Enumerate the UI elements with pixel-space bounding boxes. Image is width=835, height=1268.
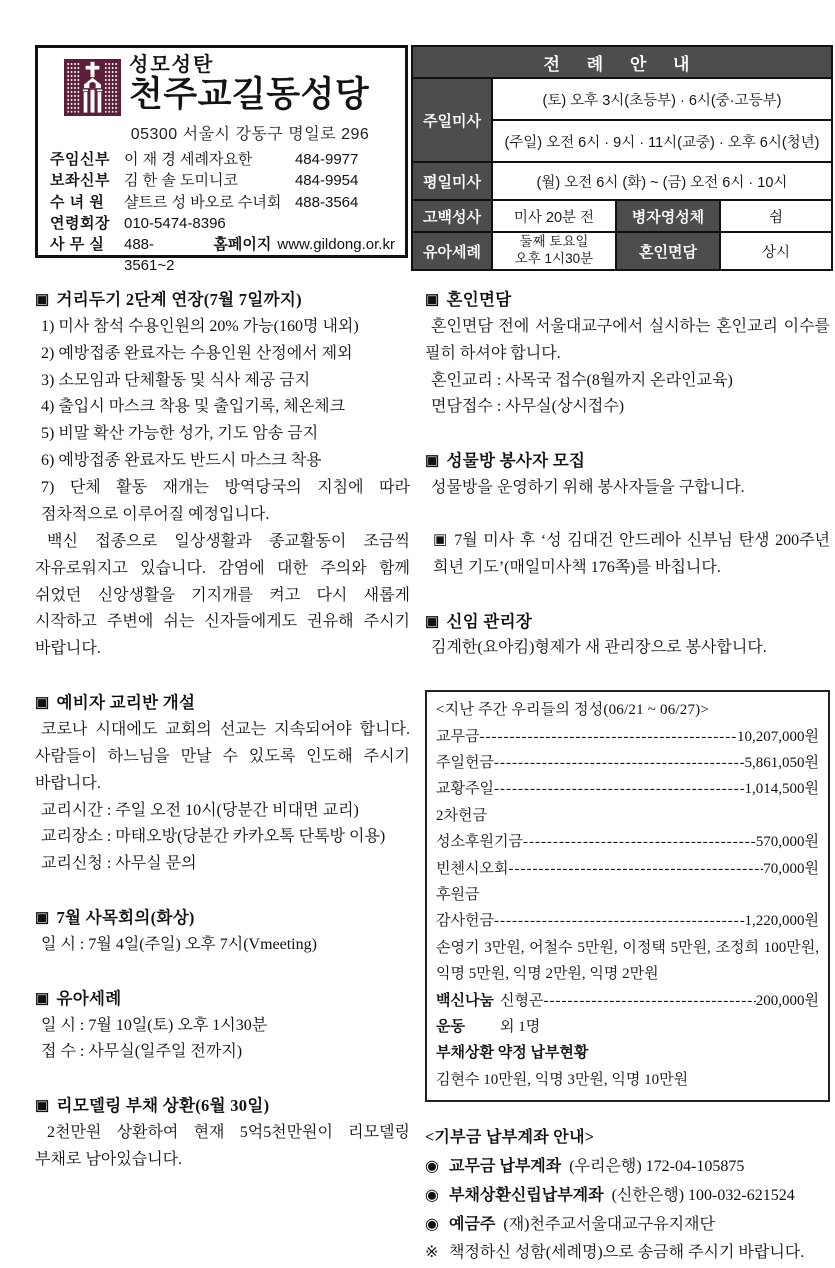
offering-label: 주일헌금 (436, 755, 494, 772)
liturgy-schedule-table (411, 45, 833, 271)
section-paragraph: 혼인면담 전에 서울대교구에서 실시하는 혼인교리 이수를 필히 하셔야 합니다. (425, 317, 830, 362)
section-july-prayer (425, 528, 830, 582)
parish-name: 천주교길동성당 (129, 75, 370, 114)
contact-row-pastor (50, 149, 395, 170)
fisheye-bullet-icon: ◉ (425, 1157, 439, 1175)
section-paragraph: 백신 접종으로 일상생활과 종교활동이 조금씩 자유로워지고 있습니다. 감염에 대한 주의와 함께 쉬었던 신앙생활을 기지개를 켜고 다시 새롭게 시작하고 주변에 쉬는 신자들에게도 권유해 주시기 바랍니다. (35, 532, 410, 658)
section-shop-volunteers (425, 447, 830, 502)
section-paragraph: 성물방을 운영하기 위해 봉사자들을 구합니다. (431, 479, 745, 496)
section-heading (425, 286, 830, 314)
offering-row (436, 724, 819, 750)
section-heading (425, 608, 830, 636)
right-column (425, 286, 830, 1268)
section-marker-icon: ▣ (35, 1098, 50, 1115)
church-cross-logo-icon (64, 58, 121, 117)
offerings-title: <지난 주간 우리들의 정성(06/21 ~ 06/27)> (436, 702, 710, 719)
vaccine-sharing-amount: 200,000원 (755, 992, 819, 1009)
parish-info-box (35, 45, 408, 275)
section-heading (35, 904, 410, 932)
list-item: 4) 출입시 마스크 착용 및 출입기록, 체온체크 (41, 398, 346, 416)
weekday-mass-label: 평일미사 (412, 162, 492, 200)
weekday-mass-times: (월) 오전 6시 (화) ~ (금) 오전 6시 · 10시 (492, 162, 832, 200)
contact-row-convent (50, 192, 395, 213)
section-heading-text: 신임 관리장 (446, 611, 533, 631)
table-row (412, 46, 832, 78)
contact-row-assistant (50, 170, 395, 191)
list-item: 1) 미사 참석 수용인원의 20% 가능(160명 내외) (41, 317, 359, 335)
section-heading-text: 예비자 교리반 개설 (56, 693, 196, 713)
section-infant-baptism (35, 985, 410, 1067)
donation-accounts (425, 1124, 830, 1268)
section-heading-text: 혼인면담 (446, 290, 512, 309)
marriage-interview-value: 상시 (720, 232, 832, 270)
list-item: 접 수 : 사무실(일주일 전까지) (41, 1043, 243, 1061)
account-label: 예금주 (449, 1215, 496, 1233)
sunday-mass-label: 주일미사 (412, 78, 492, 162)
section-heading (35, 286, 410, 314)
offering-row (436, 750, 819, 776)
dash-leader (479, 724, 737, 750)
contact-label: 사 무 실 (50, 236, 105, 254)
list-item: 3) 소모임과 단체활동 및 식사 제공 금지 (41, 371, 311, 389)
offering-row (436, 829, 819, 855)
schedule-title: 전 례 안 내 (412, 46, 832, 78)
section-marker-icon: ▣ (35, 990, 50, 1007)
offering-row (436, 908, 819, 934)
offering-label: 성소후원기금 (436, 834, 523, 851)
parish-identity (50, 54, 395, 117)
contact-value: 샬트르 성 바오로 수녀회 (124, 193, 282, 211)
offering-amount: 570,000원 (755, 834, 819, 851)
list-item: 면담접수 : 사무실(상시접수) (431, 398, 625, 416)
section-marker-icon: ▣ (425, 613, 440, 630)
list-item: 교리신청 : 사무실 문의 (41, 855, 197, 873)
account-label: 교무금 납부계좌 (449, 1157, 562, 1175)
offering-label: 교무금 (436, 728, 480, 745)
account-label: 부채상환신립납부계좌 (449, 1186, 604, 1204)
offering-label: 감사헌금 (436, 913, 494, 930)
infant-baptism-label: 유아세례 (412, 232, 492, 270)
contact-value: 488-3561~2 (124, 236, 175, 275)
account-note-row (425, 1239, 830, 1268)
offering-row (436, 776, 819, 829)
parish-subtitle: 성모성탄 (129, 54, 215, 76)
offering-amount: 1,014,500원 (744, 781, 819, 798)
vaccine-sharing-names: 신형곤 외 1명 (499, 992, 544, 1035)
dash-leader (523, 829, 756, 855)
sick-communion-label: 병자영성체 (616, 200, 720, 232)
list-item: 6) 예방접종 완료자도 반드시 마스크 착용 (41, 452, 322, 470)
dash-leader (494, 908, 745, 934)
section-new-manager (425, 608, 830, 663)
parish-address: 05300 서울시 강동구 명일로 296 (130, 126, 370, 143)
section-heading-text: 리모델링 부채 상환(6월 30일) (56, 1096, 270, 1116)
dash-leader (494, 750, 745, 776)
homepage-url: www.gildong.or.kr (277, 236, 395, 254)
contact-label: 보좌신부 (50, 172, 110, 190)
section-pastoral-meeting (35, 904, 410, 959)
fisheye-bullet-icon: ◉ (425, 1186, 439, 1204)
offering-amount: 10,207,000원 (737, 728, 819, 745)
debt-payment-donors: 김현수 10만원, 익명 3만원, 익명 10만원 (436, 1071, 689, 1088)
section-heading-text: 성물방 봉사자 모집 (446, 451, 586, 471)
saturday-mass-times: (토) 오후 3시(초등부) · 6시(중·고등부) (492, 78, 832, 120)
contact-value: 이 재 경 세례자요한 (124, 151, 253, 168)
section-distancing (35, 286, 410, 663)
section-marker-icon: ▣ (425, 292, 440, 308)
section-heading-text: 유아세례 (56, 988, 122, 1008)
section-paragraph (425, 528, 830, 582)
parish-titles (129, 54, 369, 115)
marriage-interview-label: 혼인면담 (616, 232, 720, 270)
section-marker-icon: ▣ (433, 531, 448, 548)
infant-baptism-time-line2: 오후 1시30분 (514, 251, 594, 266)
section-paragraph: 코로나 시대에도 교회의 선교는 지속되어야 합니다. 사람들이 하느님을 만날 수 있도록 인도해 주시기 바랍니다. (35, 720, 410, 792)
account-row (425, 1153, 830, 1182)
section-heading-text: 7월 사목회의(화상) (56, 908, 195, 928)
contact-row-chairman (50, 213, 395, 234)
section-marker-icon: ▣ (35, 910, 50, 927)
debt-payment-heading: 부채상환 약정 납부현황 (436, 1045, 589, 1062)
offering-label: 빈첸시오회 후원금 (436, 860, 509, 903)
contact-phone: 488-3564 (294, 193, 359, 211)
list-item: 5) 비말 확산 가능한 성가, 기도 암송 금지 (41, 425, 319, 443)
section-paragraph: 김계한(요아킴)형제가 새 관리장으로 봉사합니다. (431, 639, 767, 657)
contact-value: 김 한 솔 도미니코 (124, 172, 238, 190)
list-item: 교리시간 : 주일 오전 10시(당분간 비대면 교리) (41, 801, 359, 819)
confession-time: 미사 20분 전 (492, 200, 616, 232)
vaccine-sharing-row (436, 988, 819, 1041)
section-marker-icon: ▣ (35, 292, 50, 308)
list-item: 일 시 : 7월 4일(주일) 오후 7시(Vmeeting) (41, 935, 317, 953)
section-heading (35, 1092, 410, 1120)
table-row (412, 232, 832, 270)
fisheye-bullet-icon: ◉ (425, 1215, 439, 1233)
offering-row (436, 856, 819, 909)
account-value: (신한은행) 100-032-621524 (611, 1186, 795, 1204)
contact-phone: 484-9977 (294, 151, 359, 168)
table-row (412, 200, 832, 232)
contact-value: 010-5474-8396 (124, 214, 226, 232)
account-value: (재)천주교서울대교구유지재단 (503, 1215, 715, 1233)
accounts-title: <기부금 납부계좌 안내> (425, 1129, 595, 1147)
section-heading (35, 985, 410, 1013)
section-marker-icon: ▣ (425, 453, 440, 470)
list-item: 혼인교리 : 사목국 접수(8월까지 온라인교육) (431, 371, 733, 389)
dash-leader (543, 988, 755, 1014)
section-heading (35, 689, 410, 717)
table-row (412, 78, 832, 120)
reference-mark-icon: ※ (425, 1244, 439, 1262)
infant-baptism-time (492, 232, 616, 270)
thanksgiving-donors: 손영기 3만원, 어철수 5만원, 이정택 5만원, 조정희 100만원, 익명 5만원, 익명 2만원, 익명 2만원 (436, 939, 819, 983)
masthead (0, 0, 835, 275)
left-column (35, 286, 410, 1268)
contact-row-office (50, 234, 395, 277)
table-row (412, 162, 832, 200)
infant-baptism-time-line1: 둘째 토요일 (519, 234, 589, 250)
dash-leader (494, 776, 745, 802)
list-item: 2) 예방접종 완료자는 수용인원 산정에서 제외 (41, 344, 353, 362)
list-item: 일 시 : 7월 10일(토) 오후 1시30분 (41, 1016, 268, 1034)
homepage-label: 홈페이지 (213, 236, 272, 254)
contact-phone: 484-9954 (294, 172, 359, 190)
contact-label: 연령회장 (50, 214, 110, 232)
section-paragraph-text: 7월 미사 후 ‘성 김대건 안드레아 신부님 탄생 200주년 희년 기도’(매일미사책 176쪽)를 바칩니다. (433, 531, 830, 576)
section-catechism (35, 689, 410, 878)
vaccine-sharing-label: 백신나눔 운동 (436, 992, 494, 1035)
account-row (425, 1211, 830, 1240)
section-heading-text: 거리두기 2단계 연장(7월 7일까지) (56, 290, 302, 309)
list-item: 교리장소 : 마태오방(당분간 카카오톡 단톡방 이용) (41, 828, 386, 846)
offering-label: 교황주일 2차헌금 (436, 781, 494, 824)
section-marker-icon: ▣ (35, 695, 50, 712)
sick-communion-value: 쉼 (720, 200, 832, 232)
sunday-mass-times: (주일) 오전 6시 · 9시 · 11시(교중) · 오후 6시(청년) (492, 120, 832, 162)
confession-label: 고백성사 (412, 200, 492, 232)
offering-amount: 70,000원 (763, 860, 819, 877)
list-item: 7) 단체 활동 재개는 방역당국의 지침에 따라 점차적으로 이루어질 예정입니다. (41, 479, 410, 523)
dash-leader (508, 856, 763, 882)
section-heading (425, 447, 830, 475)
offering-amount: 5,861,050원 (744, 755, 819, 772)
section-remodeling-debt (35, 1092, 410, 1174)
account-row (425, 1182, 830, 1211)
account-value: (우리은행) 172-04-105875 (569, 1157, 745, 1175)
section-paragraph: 2천만원 상환하여 현재 5억5천만원이 리모델링 부채로 남아있습니다. (35, 1124, 410, 1168)
bulletin-body (0, 271, 835, 1268)
contact-label: 수 녀 원 (50, 193, 105, 211)
offering-amount: 1,220,000원 (744, 913, 819, 930)
section-marriage-interview (425, 286, 830, 421)
account-note: 책정하신 성함(세례명)으로 송금해 주시기 바랍니다. (449, 1244, 805, 1262)
contact-label: 주임신부 (50, 151, 110, 168)
weekly-offerings-box (425, 690, 830, 1102)
